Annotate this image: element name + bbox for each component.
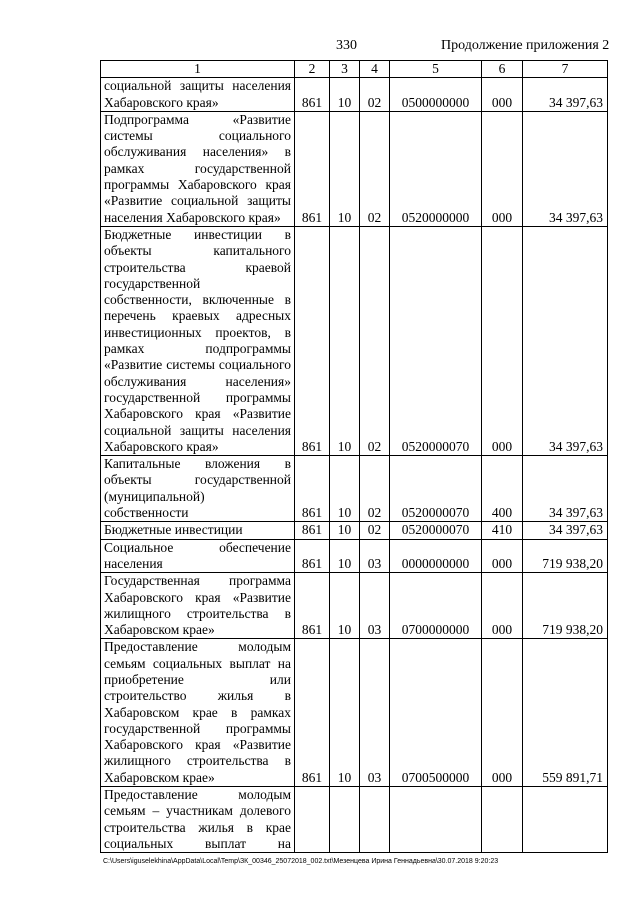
row-section-code: 10 <box>330 226 360 455</box>
row-amount: 34 397,63 <box>523 111 608 226</box>
row-target-code: 0520000070 <box>390 456 482 522</box>
row-target-code: 0500000000 <box>390 78 482 112</box>
row-name: Социальное обеспечение населения <box>101 539 295 573</box>
row-ministry-code: 861 <box>295 226 330 455</box>
row-target-code: 0700000000 <box>390 573 482 639</box>
table-row <box>101 522 608 539</box>
row-target-code: 0520000070 <box>390 226 482 455</box>
row-subsection-code: 03 <box>360 573 390 639</box>
row-section-code: 10 <box>330 456 360 522</box>
row-target-code <box>390 787 482 853</box>
row-ministry-code: 861 <box>295 639 330 787</box>
row-section-code: 10 <box>330 111 360 226</box>
column-header: 2 <box>295 61 330 78</box>
row-subsection-code: 02 <box>360 522 390 539</box>
budget-table <box>100 60 608 853</box>
table-row <box>101 639 608 787</box>
row-expense-type: 000 <box>482 226 523 455</box>
continuation-label: Продолжение приложения 2 <box>441 38 610 53</box>
row-amount: 719 938,20 <box>523 539 608 573</box>
row-expense-type: 400 <box>482 456 523 522</box>
row-amount: 34 397,63 <box>523 456 608 522</box>
row-expense-type: 000 <box>482 573 523 639</box>
row-name: Капитальные вложения в объекты государственной (муниципальной) собственности <box>101 456 295 522</box>
row-name: Бюджетные инвестиции в объекты капитального строительства краевой государственной собственности, включенные в перечень краевых адресных инвестиционных проектов, в рамках подпрограммы «Развитие системы социального обслуживания населения» государственной программы Хабаровского края «Развитие социальной защиты населения Хабаровского края» <box>101 226 295 455</box>
row-expense-type: 410 <box>482 522 523 539</box>
column-header: 6 <box>482 61 523 78</box>
row-expense-type: 000 <box>482 639 523 787</box>
row-amount: 559 891,71 <box>523 639 608 787</box>
row-ministry-code: 861 <box>295 78 330 112</box>
row-subsection-code: 02 <box>360 456 390 522</box>
table-row <box>101 539 608 573</box>
row-subsection-code: 03 <box>360 539 390 573</box>
row-expense-type: 000 <box>482 78 523 112</box>
row-target-code: 0000000000 <box>390 539 482 573</box>
table-row <box>101 78 608 112</box>
row-name: Предоставление молодым семьям социальных выплат на приобретение или строительство жилья в Хабаровском крае в рамках государственной программы Хабаровского края «Развитие жилищного строительства в Хабаровском крае» <box>101 639 295 787</box>
table-row <box>101 787 608 853</box>
row-name: Государственная программа Хабаровского края «Развитие жилищного строительства в Хабаровском крае» <box>101 573 295 639</box>
row-section-code: 10 <box>330 639 360 787</box>
row-ministry-code: 861 <box>295 111 330 226</box>
table-row <box>101 573 608 639</box>
row-section-code: 10 <box>330 573 360 639</box>
table-row <box>101 226 608 455</box>
row-name: Предоставление молодым семьям – участникам долевого строительства жилья в крае социальных выплат на <box>101 787 295 853</box>
row-section-code: 10 <box>330 522 360 539</box>
page-number: 330 <box>336 38 357 53</box>
row-subsection-code: 02 <box>360 78 390 112</box>
row-name: Бюджетные инвестиции <box>101 522 295 539</box>
row-target-code: 0520000000 <box>390 111 482 226</box>
row-amount: 34 397,63 <box>523 522 608 539</box>
row-ministry-code: 861 <box>295 573 330 639</box>
row-target-code: 0520000070 <box>390 522 482 539</box>
row-subsection-code: 03 <box>360 639 390 787</box>
row-subsection-code: 02 <box>360 226 390 455</box>
row-expense-type <box>482 787 523 853</box>
file-path-footer: C:\Users\iguselekhina\AppData\Local\Temp\ЗК_00346_25072018_002.txt\Мезенцева Ирина Геннадьевна\30.07.2018 9:20:23 <box>103 858 499 865</box>
row-subsection-code: 02 <box>360 111 390 226</box>
table-row <box>101 456 608 522</box>
table-row <box>101 111 608 226</box>
row-amount: 34 397,63 <box>523 226 608 455</box>
column-header-row <box>101 61 608 78</box>
row-amount: 719 938,20 <box>523 573 608 639</box>
row-target-code: 0700500000 <box>390 639 482 787</box>
column-header: 3 <box>330 61 360 78</box>
row-expense-type: 000 <box>482 539 523 573</box>
row-amount: 34 397,63 <box>523 78 608 112</box>
row-amount <box>523 787 608 853</box>
row-ministry-code <box>295 787 330 853</box>
column-header: 4 <box>360 61 390 78</box>
column-header: 5 <box>390 61 482 78</box>
row-name: социальной защиты населения Хабаровского края» <box>101 78 295 112</box>
row-ministry-code: 861 <box>295 539 330 573</box>
row-ministry-code: 861 <box>295 456 330 522</box>
row-name: Подпрограмма «Развитие системы социального обслуживания населения» в рамках государственной программы Хабаровского края «Развитие социальной защиты населения Хабаровского края» <box>101 111 295 226</box>
row-section-code: 10 <box>330 539 360 573</box>
column-header: 7 <box>523 61 608 78</box>
row-section-code: 10 <box>330 78 360 112</box>
row-subsection-code <box>360 787 390 853</box>
column-header: 1 <box>101 61 295 78</box>
row-expense-type: 000 <box>482 111 523 226</box>
row-section-code <box>330 787 360 853</box>
row-ministry-code: 861 <box>295 522 330 539</box>
